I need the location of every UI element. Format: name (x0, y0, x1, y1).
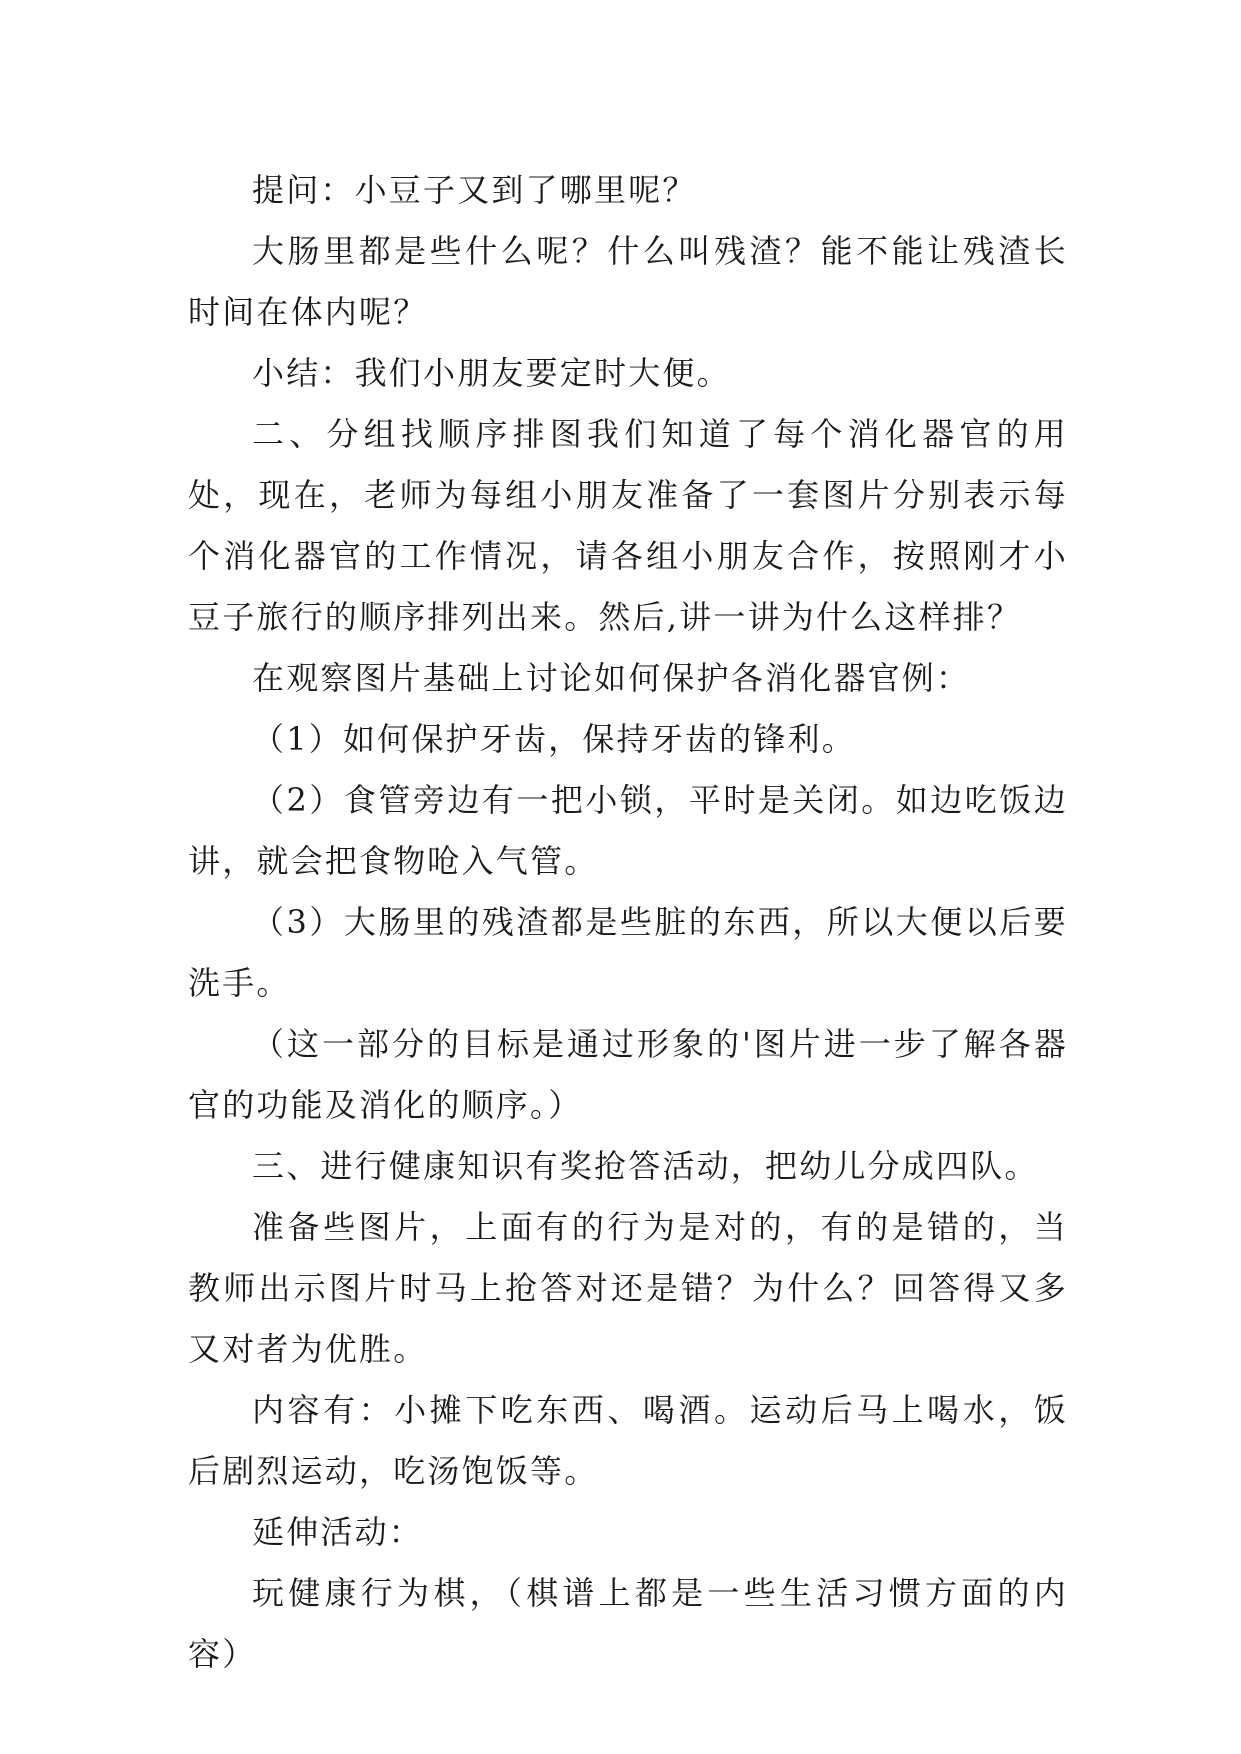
paragraph-section-three: 三、进行健康知识有奖抢答活动，把幼儿分成四队。 (252, 1147, 1039, 1185)
paragraph-item-1: （1）如何保护牙齿，保持牙齿的锋利。 (252, 720, 856, 758)
paragraph-question: 提问：小豆子又到了哪里呢？ (252, 171, 697, 209)
paragraph-prepare-pictures: 准备些图片，上面有的行为是对的，有的是错的，当教师出示图片时马上抢答对还是错？为什么？回答得又多又对者为优胜。 (188, 1208, 1068, 1368)
paragraph-goal-note: （这一部分的目标是通过形象的'图片进一步了解各器官的功能及消化的顺序。） (188, 1025, 1068, 1124)
paragraph-large-intestine: 大肠里都是些什么呢？什么叫残渣？能不能让残渣长时间在体内呢？ (188, 232, 1068, 331)
paragraph-extension-heading: 延伸活动： (252, 1513, 424, 1551)
paragraph-summary: 小结：我们小朋友要定时大便。 (252, 354, 731, 392)
paragraph-item-2: （2）食管旁边有一把小锁，平时是关闭。如边吃饭边讲，就会把食物呛入气管。 (188, 781, 1068, 880)
paragraph-discussion: 在观察图片基础上讨论如何保护各消化器官例： (252, 659, 971, 697)
paragraph-item-3: （3）大肠里的残渣都是些脏的东西，所以大便以后要洗手。 (188, 903, 1068, 1002)
paragraph-section-two: 二、分组找顺序排图我们知道了每个消化器官的用处，现在，老师为每组小朋友准备了一套图片分别表示每个消化器官的工作情况，请各组小朋友合作，按照刚才小豆子旅行的顺序排列出来。然后,讲一讲为什么这样排？ (188, 415, 1068, 636)
paragraph-chess-game: 玩健康行为棋，（棋谱上都是一些生活习惯方面的内容） (188, 1574, 1068, 1673)
document-body (188, 160, 1068, 1685)
paragraph-content: 内容有：小摊下吃东西、喝酒。运动后马上喝水，饭后剧烈运动，吃汤饱饭等。 (188, 1391, 1068, 1490)
